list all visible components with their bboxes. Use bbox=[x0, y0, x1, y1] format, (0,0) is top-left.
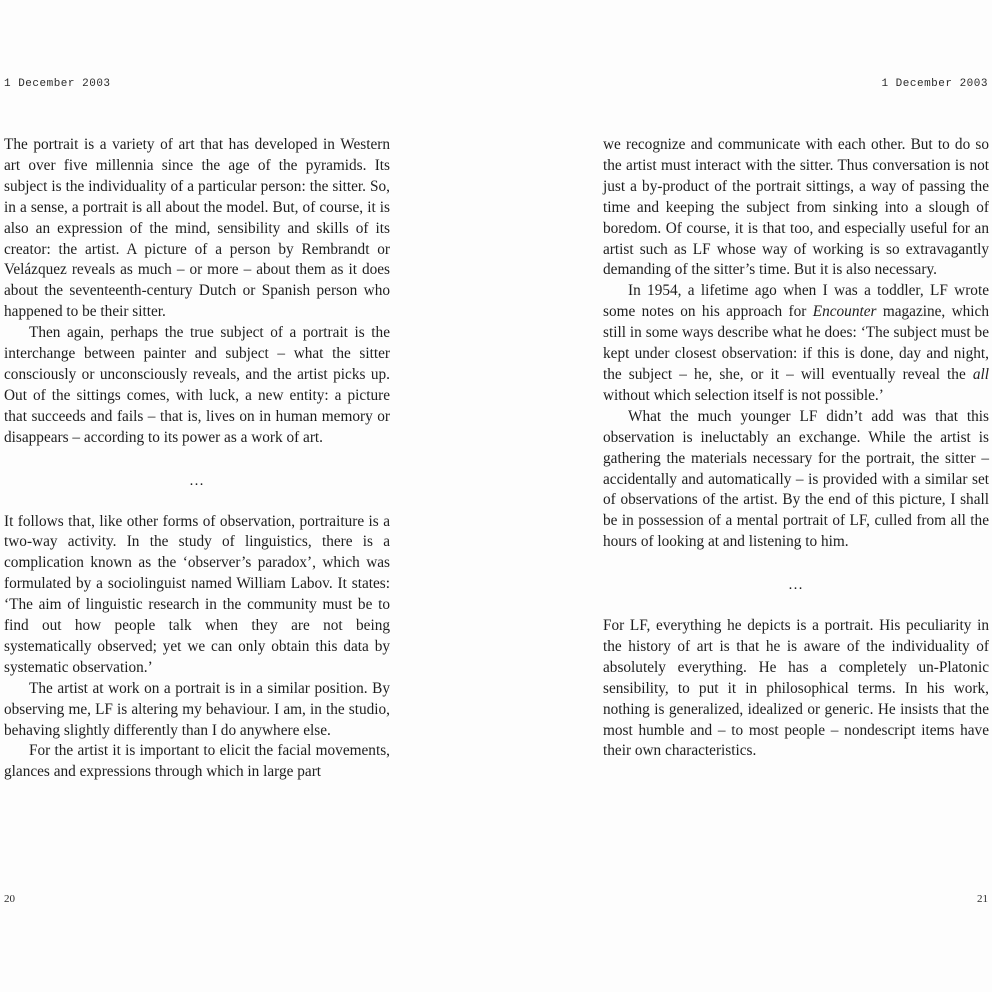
running-head-right: 1 December 2003 bbox=[881, 78, 988, 90]
section-separator: … bbox=[189, 472, 205, 489]
page-number-left: 20 bbox=[4, 893, 15, 905]
paragraph: For the artist it is important to elicit the facial movements, glances and expressions through which in large part bbox=[4, 742, 390, 781]
page-number-right: 21 bbox=[977, 893, 988, 905]
emphasis-encounter: Encounter bbox=[812, 303, 877, 321]
paragraph: The portrait is a variety of art that has developed in Western art over five millennia since the age of the pyramids. Its subject is the individuality of a particular person: the sitter. So, in a sense, a portrait is all about the model. But, of course, it is also an expression of the mind, sensibility and skills of its creator: the artist. A picture of a person by Rembrandt or Velázquez reveals as much – or more – about them as it does about the seventeenth-century Dutch or Spanish person who happened to be their sitter. bbox=[4, 136, 390, 321]
paragraph: The artist at work on a portrait is in a similar position. By observing me, LF is altering my behaviour. I am, in the studio, behaving slightly differently than I do anywhere else. bbox=[4, 679, 390, 739]
right-page bbox=[496, 0, 992, 992]
text-run: without which selection itself is not possible.’ bbox=[603, 386, 884, 404]
paragraph: we recognize and communicate with each other. But to do so the artist must interact with the sitter. Thus conversation is not just a by-product of the portrait sittings, a way of passing the time and keeping the subject from sinking into a slough of boredom. Of course, it is that too, and especially useful for an artist such as LF whose way of working is so extravagantly demanding of the sitter’s time. But it is also necessary. bbox=[603, 136, 989, 279]
text-run: In 1954, a lifetime ago when I was a toddler, LF wrote some notes on his approach for bbox=[603, 282, 989, 321]
paragraph: For LF, everything he depicts is a portrait. His peculiarity in the history of art is that he is aware of the individuality of absolutely everything. He has a completely un-Platonic sensibility, to put it in philosophical terms. In his work, nothing is generalized, idealized or generic. He insists that the most humble and – to most people – nondescript items have their own characteristics. bbox=[603, 617, 989, 760]
paragraph: What the much younger LF didn’t add was that this observation is ineluctably an exchange. While the artist is gathering the materials necessary for the portrait, the sitter – accidentally and automatically – is provided with a similar set of observations of the artist. By the end of this picture, I shall be in possession of a mental portrait of LF, culled from all the hours of looking at and listening to him. bbox=[603, 407, 989, 551]
paragraph: Then again, perhaps the true subject of a portrait is the interchange between painter and subject – what the sitter consciously or unconsciously reveals, and the artist picks up. Out of the sittings comes, with luck, a new entity: a picture that succeeds and fails – that is, lives on in human memory or disappears – according to its power as a work of art. bbox=[4, 324, 390, 446]
running-head-left: 1 December 2003 bbox=[4, 78, 111, 90]
emphasis-all: all bbox=[972, 365, 989, 383]
right-page-body bbox=[603, 135, 989, 762]
text-run: magazine, which still in some ways describe what he does: ‘The subject must be kept under closest observation: if this is done, day and night, the subject – he, she, or it – will eventually reveal the bbox=[603, 303, 989, 383]
paragraph: It follows that, like other forms of observation, portraiture is a two-way activity. In the study of linguistics, there is a complication known as the ‘observer’s paradox’, which was formulated by a sociolinguist named William Labov. It states: ‘The aim of linguistic research in the community must be to find out how people talk when they are not being systematically observed; yet we can only obtain this data by systematic observation.’ bbox=[4, 512, 390, 676]
paragraph bbox=[603, 281, 989, 406]
section-separator: … bbox=[788, 577, 804, 594]
left-page-body bbox=[4, 135, 390, 783]
